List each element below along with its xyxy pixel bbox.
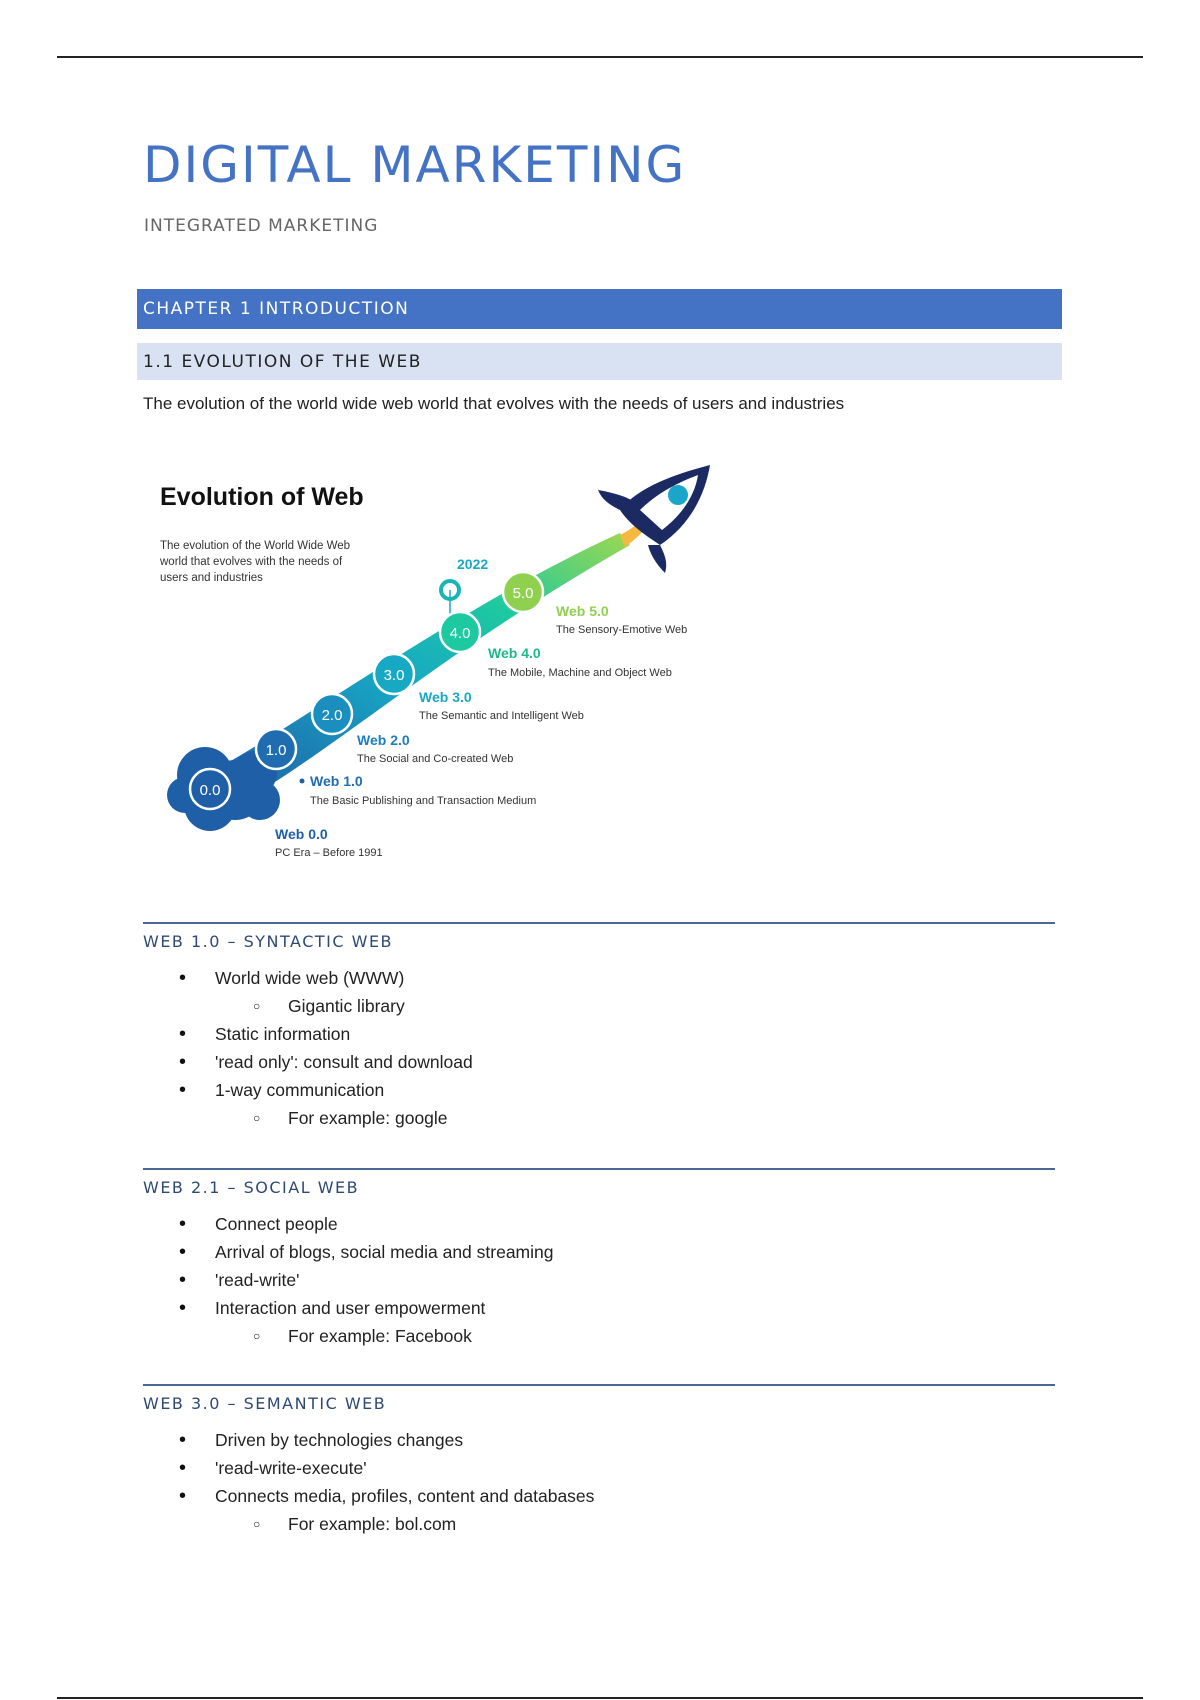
stage-3-name: Web 3.0: [419, 689, 472, 705]
stage-5-desc: The Sensory-Emotive Web: [556, 624, 688, 636]
chapter-heading: [137, 289, 1062, 329]
list-item: • World wide web (WWW): [215, 964, 404, 992]
evolution-of-web-figure: [150, 455, 770, 875]
stage-badge-4: [440, 612, 480, 652]
section-heading-web-3: [143, 1384, 1055, 1413]
list-item: • Interaction and user empowerment: [215, 1294, 485, 1322]
stage-badge-5: [503, 572, 543, 612]
stage-2-name: Web 2.0: [357, 732, 410, 748]
list-item: • 'read only': consult and download: [215, 1048, 473, 1076]
intro-paragraph: The evolution of the world wide web world that evolves with the needs of users and industries: [143, 394, 845, 413]
stage-4-name: Web 4.0: [488, 645, 541, 661]
stage-badge-1-label: 1.0: [265, 742, 287, 759]
document-subtitle: INTEGRATED MARKETING: [144, 216, 379, 236]
stage-2-desc: The Social and Co-created Web: [357, 753, 514, 765]
evolution-of-web-graphic: [150, 455, 770, 875]
stage-1-dot: [300, 779, 305, 784]
section-heading-web-1-label: WEB 1.0 – SYNTACTIC WEB: [143, 932, 394, 951]
list-item: • 'read-write-execute': [215, 1454, 367, 1482]
list-item: ○ Gigantic library: [288, 992, 405, 1020]
document-title: DIGITAL MARKETING: [143, 136, 687, 194]
list-item: ○ For example: google: [288, 1104, 448, 1132]
stage-badge-0-label: 0.0: [199, 782, 221, 799]
stage-0-desc: PC Era – Before 1991: [275, 847, 383, 859]
stage-5-name: Web 5.0: [556, 603, 609, 619]
rocket-icon: [598, 465, 710, 573]
list-item: • Driven by technologies changes: [215, 1426, 463, 1454]
figure-description-line-1: The evolution of the World Wide Web: [160, 540, 351, 552]
section-heading-web-1: [143, 922, 1055, 951]
stage-badge-2-label: 2.0: [321, 707, 343, 724]
chapter-heading-label: CHAPTER 1 INTRODUCTION: [143, 299, 410, 319]
list-item: • 1-way communication: [215, 1076, 384, 1104]
figure-title: Evolution of Web: [160, 483, 364, 511]
list-item: • Arrival of blogs, social media and streaming: [215, 1238, 554, 1266]
stage-3-desc: The Semantic and Intelligent Web: [419, 710, 584, 722]
section-heading: [137, 343, 1062, 380]
list-item: • Static information: [215, 1020, 350, 1048]
stage-badge-5-label: 5.0: [512, 585, 534, 602]
stage-1-name: Web 1.0: [310, 773, 363, 789]
section-heading-web-2: [143, 1168, 1055, 1197]
stage-badge-3: [374, 654, 414, 694]
stage-badge-2: [312, 694, 352, 734]
bottom-rule: [57, 1697, 1143, 1699]
stage-badge-1: [256, 729, 296, 769]
section-heading-label: 1.1 EVOLUTION OF THE WEB: [143, 351, 422, 372]
list-item: • Connects media, profiles, content and databases: [215, 1482, 594, 1510]
stage-badge-0: [190, 769, 230, 809]
list-item: • Connect people: [215, 1210, 338, 1238]
stage-badge-3-label: 3.0: [383, 667, 405, 684]
section-heading-web-3-label: WEB 3.0 – SEMANTIC WEB: [143, 1394, 387, 1413]
section-heading-web-2-label: WEB 2.1 – SOCIAL WEB: [143, 1178, 360, 1197]
year-marker-label: 2022: [457, 556, 489, 572]
stage-4-desc: The Mobile, Machine and Object Web: [488, 667, 672, 679]
stage-0-name: Web 0.0: [275, 826, 328, 842]
list-item: • 'read-write': [215, 1266, 299, 1294]
top-rule: [57, 56, 1143, 58]
figure-description-line-3: users and industries: [160, 572, 263, 584]
list-item: ○ For example: bol.com: [288, 1510, 456, 1538]
figure-description-line-2: world that evolves with the needs of: [160, 556, 343, 568]
stage-1-desc: The Basic Publishing and Transaction Medium: [310, 795, 537, 807]
list-item: ○ For example: Facebook: [288, 1322, 472, 1350]
stage-badge-4-label: 4.0: [449, 625, 471, 642]
